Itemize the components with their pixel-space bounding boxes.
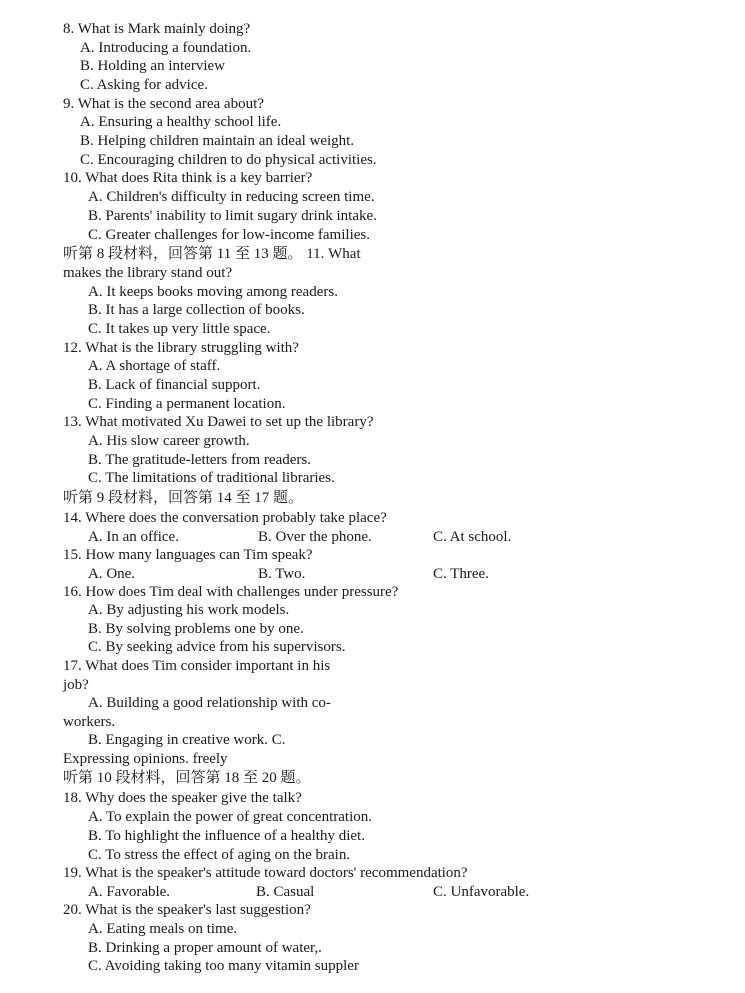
question-14-option-c: C. At school. — [433, 529, 512, 545]
question-16-option-a: A. By adjusting his work models. — [88, 602, 290, 618]
question-16-option-c: C. By seeking advice from his supervisors. — [88, 639, 346, 655]
question-12-stem: 12. What is the library struggling with? — [63, 340, 299, 356]
question-12-option-a: A. A shortage of staff. — [88, 358, 221, 374]
question-18-option-c: C. To stress the effect of aging on the brain. — [88, 847, 351, 863]
question-18-option-b: B. To highlight the influence of a healthy diet. — [88, 828, 365, 844]
question-10-option-b: B. Parents' inability to limit sugary drink intake. — [88, 208, 377, 224]
question-13-option-b: B. The gratitude-letters from readers. — [88, 452, 311, 468]
question-11-option-b: B. It has a large collection of books. — [88, 302, 305, 318]
question-13-option-c: C. The limitations of traditional libraries. — [88, 470, 335, 486]
question-9-option-b: B. Helping children maintain an ideal weight. — [80, 133, 355, 149]
question-9-option-c: C. Encouraging children to do physical activities. — [80, 152, 377, 168]
section-8-heading: 听第 8 段材料，回答第 11 至 13 题。 11. What — [63, 246, 361, 262]
section-9-heading: 听第 9 段材料，回答第 14 至 17 题。 — [63, 490, 304, 506]
question-11-option-a: A. It keeps books moving among readers. — [88, 284, 338, 300]
question-12-option-c: C. Finding a permanent location. — [88, 396, 286, 412]
question-9-stem: 9. What is the second area about? — [63, 96, 264, 112]
question-14-option-b: B. Over the phone. — [258, 529, 372, 545]
question-19-stem: 19. What is the speaker's attitude toward doctors' recommendation? — [63, 865, 468, 881]
question-17-option-b: B. Engaging in creative work. C. — [88, 732, 286, 748]
question-14-stem: 14. Where does the conversation probably take place? — [63, 510, 387, 526]
question-17-stem-cont: job? — [63, 677, 89, 693]
question-16-option-b: B. By solving problems one by one. — [88, 621, 304, 637]
question-15-stem: 15. How many languages can Tim speak? — [63, 547, 313, 563]
question-10-stem: 10. What does Rita think is a key barrier? — [63, 170, 313, 186]
question-20-option-b: B. Drinking a proper amount of water,. — [88, 940, 322, 956]
question-17-stem: 17. What does Tim consider important in his — [63, 658, 331, 674]
question-13-stem: 13. What motivated Xu Dawei to set up the library? — [63, 414, 374, 430]
question-20-option-c: C. Avoiding taking too many vitamin suppler — [88, 958, 359, 974]
question-15-option-c: C. Three. — [433, 566, 489, 582]
question-18-option-a: A. To explain the power of great concentration. — [88, 809, 372, 825]
question-8-option-b: B. Holding an interview — [80, 58, 225, 74]
question-10-option-c: C. Greater challenges for low-income families. — [88, 227, 370, 243]
question-8-stem: 8. What is Mark mainly doing? — [63, 21, 251, 37]
question-12-option-b: B. Lack of financial support. — [88, 377, 261, 393]
question-15-option-a: A. One. — [88, 566, 136, 582]
question-15-option-b: B. Two. — [258, 566, 306, 582]
question-13-option-a: A. His slow career growth. — [88, 433, 250, 449]
question-14-option-a: A. In an office. — [88, 529, 179, 545]
question-8-option-a: A. Introducing a foundation. — [80, 40, 252, 56]
question-20-stem: 20. What is the speaker's last suggestion? — [63, 902, 311, 918]
question-17-option-a-cont: workers. — [63, 714, 116, 730]
question-19-option-a: A. Favorable. — [88, 884, 171, 900]
question-11-option-c: C. It takes up very little space. — [88, 321, 271, 337]
question-16-stem: 16. How does Tim deal with challenges under pressure? — [63, 584, 399, 600]
question-8-option-c: C. Asking for advice. — [80, 77, 208, 93]
question-17-option-c: Expressing opinions. freely — [63, 751, 228, 767]
question-11-stem: makes the library stand out? — [63, 265, 233, 281]
question-9-option-a: A. Ensuring a healthy school life. — [80, 114, 282, 130]
section-10-heading: 听第 10 段材料，回答第 18 至 20 题。 — [63, 770, 311, 786]
question-17-option-a: A. Building a good relationship with co- — [88, 695, 331, 711]
question-19-option-b: B. Casual — [256, 884, 315, 900]
question-10-option-a: A. Children's difficulty in reducing screen time. — [88, 189, 375, 205]
question-19-option-c: C. Unfavorable. — [433, 884, 530, 900]
question-20-option-a: A. Eating meals on time. — [88, 921, 238, 937]
question-18-stem: 18. Why does the speaker give the talk? — [63, 790, 302, 806]
